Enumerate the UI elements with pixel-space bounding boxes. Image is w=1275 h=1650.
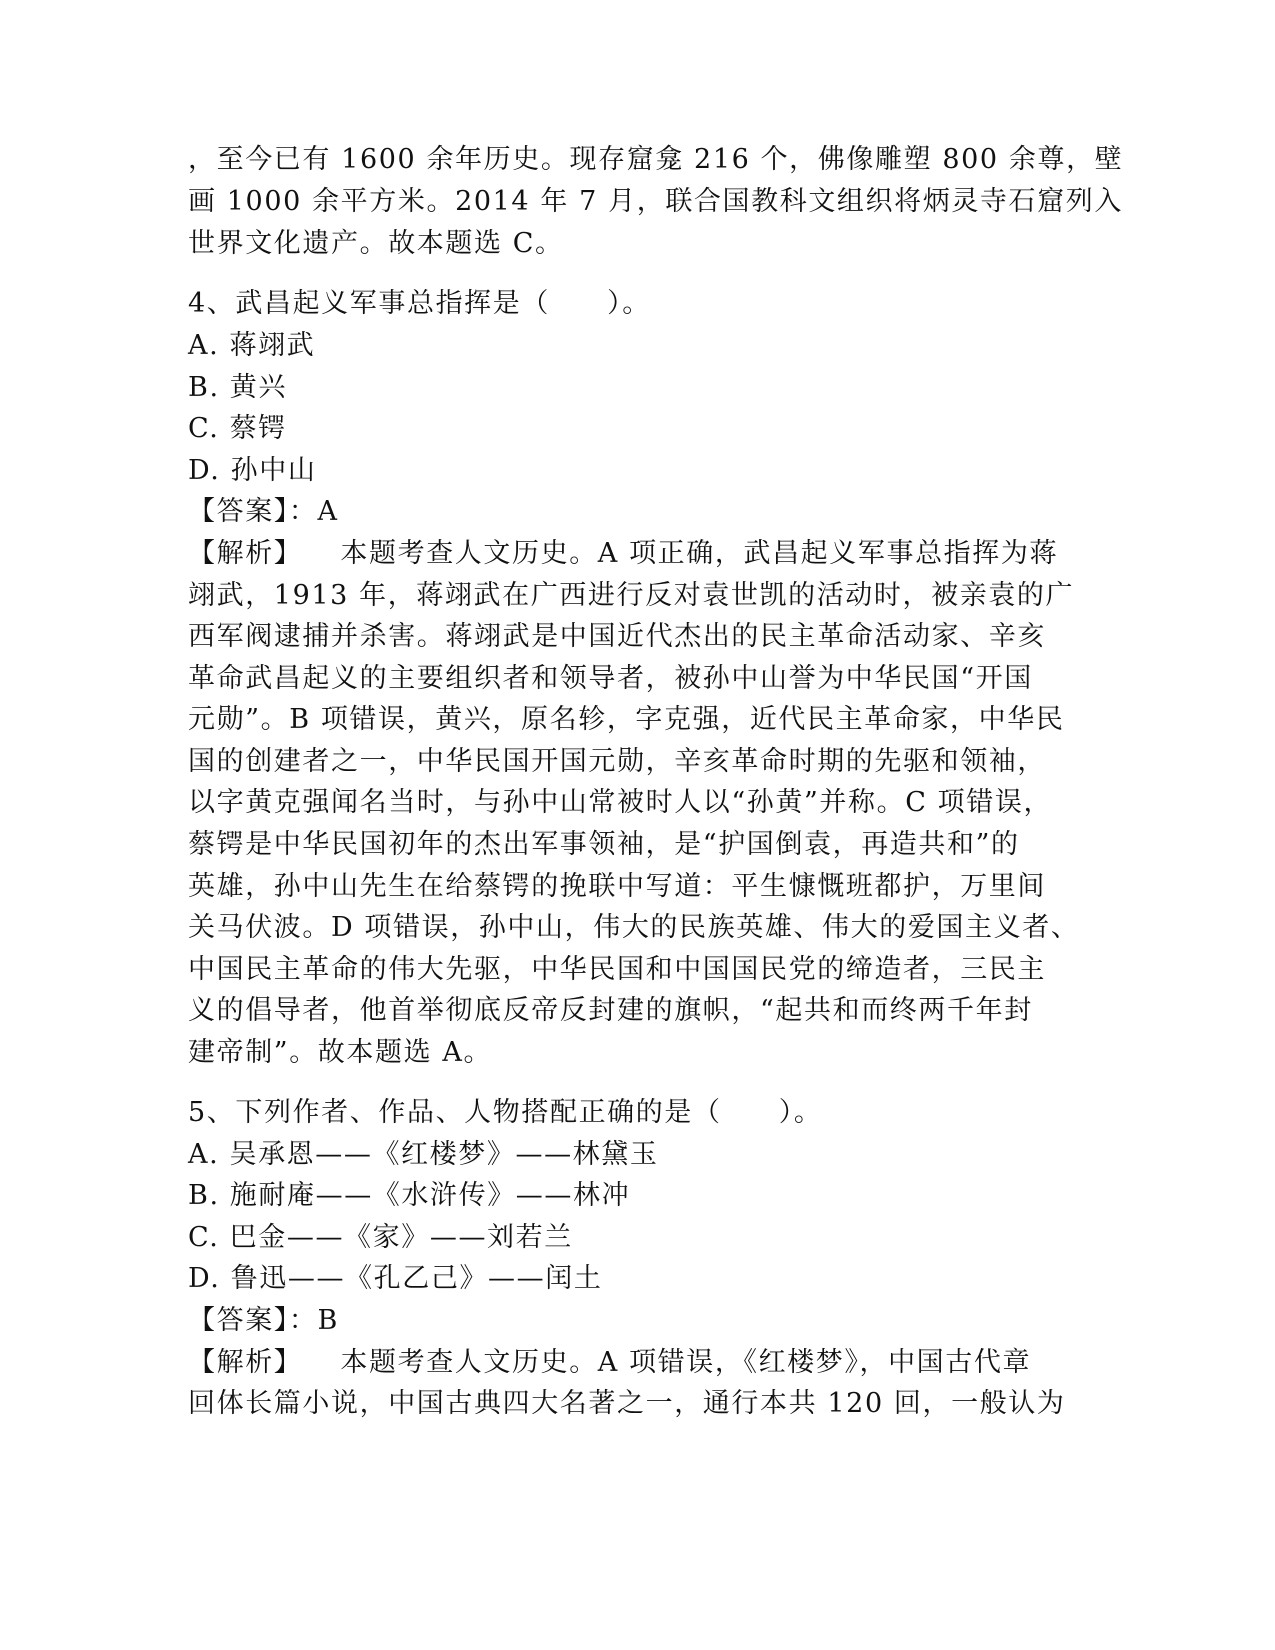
q4-option-d: D. 孙中山: [188, 455, 317, 486]
paragraph-line: ，至今已有 1600 余年历史。现存窟龛 216 个，佛像雕塑 800 余尊，壁: [188, 144, 1124, 175]
question-4-stem: 4、武昌起义军事总指挥是（ ）。: [188, 288, 651, 319]
analysis-label: 【解析】: [188, 1347, 303, 1378]
q5-option-a: A. 吴承恩——《红楼梦》——林黛玉: [188, 1139, 659, 1170]
q5-analysis-first-line: [188, 1346, 1031, 1380]
q4-analysis-first-line: [188, 537, 1058, 571]
q5-option-d: D. 鲁迅——《孔乙己》——闰土: [188, 1263, 603, 1294]
q4-option-a: A. 蒋翊武: [188, 330, 316, 361]
answer-label: 【答案】：: [188, 496, 318, 527]
analysis-text: 本题考查人文历史。A 项正确，武昌起义军事总指挥为蒋: [340, 538, 1059, 569]
analysis-line: 以字黄克强闻名当时，与孙中山常被时人以“孙黄”并称。C 项错误，: [188, 787, 1053, 818]
answer-label: 【答案】：: [188, 1305, 318, 1336]
question-5-stem: 5、下列作者、作品、人物搭配正确的是（ ）。: [188, 1097, 823, 1128]
analysis-line: 英雄，孙中山先生在给蔡锷的挽联中写道：平生慷慨班都护，万里间: [188, 871, 1046, 902]
q4-answer: [188, 495, 339, 529]
q5-answer: [188, 1304, 339, 1338]
analysis-line: 西军阀逮捕并杀害。蒋翊武是中国近代杰出的民主革命活动家、辛亥: [188, 621, 1046, 652]
q5-option-b: B. 施耐庵——《水浒传》——林冲: [188, 1180, 631, 1211]
analysis-line: 关马伏波。D 项错误，孙中山，伟大的民族英雄、伟大的爱国主义者、: [188, 912, 1080, 943]
q4-option-b: B. 黄兴: [188, 372, 288, 403]
analysis-line: 回体长篇小说，中国古典四大名著之一，通行本共 120 回，一般认为: [188, 1388, 1066, 1419]
answer-value: B: [317, 1305, 339, 1336]
analysis-line: 建帝制”。故本题选 A。: [188, 1037, 493, 1068]
analysis-line: 义的倡导者，他首举彻底反帝反封建的旗帜，“起共和而终两千年封: [188, 995, 1033, 1026]
q4-option-c: C. 蔡锷: [188, 413, 287, 444]
paragraph-line: 画 1000 余平方米。2014 年 7 月，联合国教科文组织将炳灵寺石窟列入: [188, 186, 1123, 217]
analysis-text: 本题考查人文历史。A 项错误，《红楼梦》，中国古代章: [340, 1347, 1032, 1378]
analysis-line: 革命武昌起义的主要组织者和领导者，被孙中山誉为中华民国“开国: [188, 663, 1033, 694]
analysis-line: 蔡锷是中华民国初年的杰出军事领袖，是“护国倒袁，再造共和”的: [188, 829, 1020, 860]
q5-option-c: C. 巴金——《家》——刘若兰: [188, 1222, 573, 1253]
paragraph-line: 世界文化遗产。故本题选 C。: [188, 228, 564, 259]
analysis-label: 【解析】: [188, 538, 303, 569]
analysis-line: 元勋”。B 项错误，黄兴，原名轸，字克强，近代民主革命家，中华民: [188, 704, 1065, 735]
analysis-line: 中国民主革命的伟大先驱，中华民国和中国国民党的缔造者，三民主: [188, 954, 1046, 985]
analysis-line: 翊武，1913 年，蒋翊武在广西进行反对袁世凯的活动时，被亲袁的广: [188, 580, 1075, 611]
answer-value: A: [317, 496, 339, 527]
analysis-line: 国的创建者之一，中华民国开国元勋，辛亥革命时期的先驱和领袖，: [188, 746, 1046, 777]
